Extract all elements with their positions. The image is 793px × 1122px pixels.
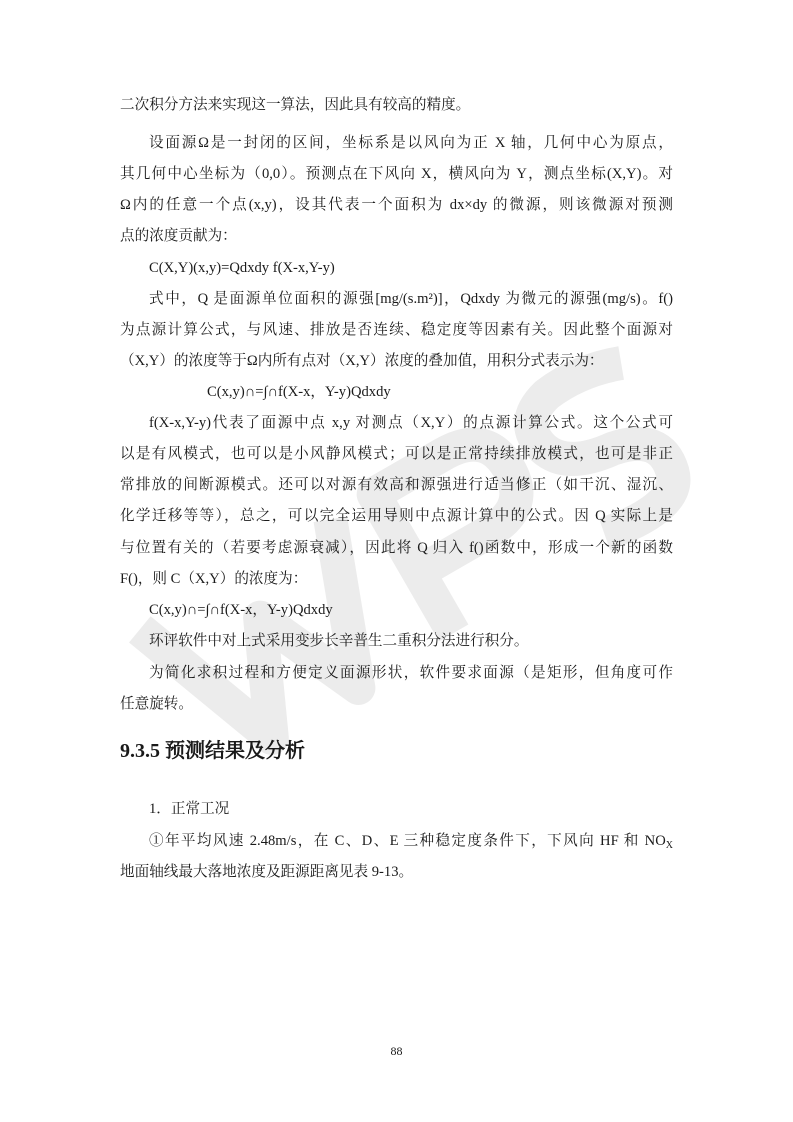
- text-line: [120, 226, 673, 246]
- text-line: [120, 475, 673, 495]
- text-line: [149, 631, 673, 651]
- text-line-content: C(x,y)∩=∫∩f(X-x，Y-y)Qdxdy: [207, 384, 391, 400]
- text-line: [120, 862, 673, 882]
- text-line: [207, 382, 673, 402]
- text-line: [120, 694, 673, 714]
- text-line: [120, 95, 673, 115]
- text-line-content: ①年平均风速 2.48m/s，在 C、D、E 三种稳定度条件下，下风向 HF 和 NO: [149, 833, 666, 849]
- text-line-content: 其几何中心坐标为（0,0）。预测点在下风向 X，横风向为 Y，测点坐标(X,Y)。对: [120, 166, 673, 182]
- subscript: X: [665, 840, 673, 851]
- text-line-content: 设面源Ω是一封闭的区间，坐标系是以风向为正 X 轴，几何中心为原点，: [149, 135, 673, 151]
- text-line-content: 与位置有关的（若要考虑源衰减），因此将 Q 归入 f()函数中，形成一个新的函数: [120, 540, 673, 556]
- text-line-content: 地面轴线最大落地浓度及距源距离见表 9-13。: [120, 864, 414, 880]
- text-line: [149, 663, 673, 683]
- text-line-content: 为简化求积过程和方便定义面源形状，软件要求面源（是矩形，但角度可作: [149, 665, 673, 681]
- text-line: [149, 413, 673, 433]
- text-line: [120, 195, 673, 215]
- text-line-content: （X,Y）的浓度等于Ω内所有点对（X,Y）浓度的叠加值，用积分式表示为：: [120, 353, 604, 369]
- page-number: 88: [390, 1044, 403, 1058]
- text-line: [149, 600, 673, 620]
- text-line-content: 1．正常工况: [149, 801, 230, 817]
- text-line: [120, 320, 673, 340]
- text-line: [120, 538, 673, 558]
- text-line-content: f(X-x,Y-y)代表了面源中点 x,y 对测点（X,Y）的点源计算公式。这个公式可: [149, 415, 673, 431]
- text-line-content: C(X,Y)(x,y)=Qdxdy f(X-x,Y-y): [149, 260, 335, 276]
- text-line-content: 任意旋转。: [120, 696, 193, 712]
- text-line: [120, 351, 673, 371]
- text-line-content: 二次积分方法来实现这一算法，因此具有较高的精度。: [120, 97, 471, 113]
- text-line-content: 常排放的间断源模式。还可以对源有效高和源强进行适当修正（如干沉、湿沉、: [120, 477, 673, 493]
- text-line-content: 环评软件中对上式采用变步长辛普生二重积分法进行积分。: [149, 633, 529, 649]
- text-line-content: 化学迁移等等），总之，可以完全运用导则中点源计算中的公式。因 Q 实际上是: [120, 508, 673, 524]
- text-line-content: F()，则 C（X,Y）的浓度为：: [120, 571, 308, 587]
- text-line: [149, 831, 673, 856]
- text-line-content: C(x,y)∩=∫∩f(X-x，Y-y)Qdxdy: [149, 602, 333, 618]
- text-line-content: Ω内的任意一个点(x,y)，设其代表一个面积为 dx×dy 的微源，则该微源对预测: [120, 197, 673, 213]
- text-line-content: 以是有风模式，也可以是小风静风模式；可以是正常持续排放模式，也可是非正: [120, 446, 673, 462]
- text-line: [149, 258, 673, 278]
- text-line: [149, 799, 673, 819]
- text-line: [149, 289, 673, 309]
- section-heading: 9.3.5 预测结果及分析: [120, 740, 305, 762]
- text-line: [120, 569, 673, 589]
- text-line-content: 式中，Q 是面源单位面积的源强[mg/(s.m²)]，Qdxdy 为微元的源强(mg/s)。f(): [149, 291, 673, 307]
- text-line: [149, 133, 673, 153]
- text-line: [120, 506, 673, 526]
- text-line: [120, 164, 673, 184]
- text-line-content: 为点源计算公式，与风速、排放是否连续、稳定度等因素有关。因此整个面源对: [120, 322, 673, 338]
- text-line-content: 点的浓度贡献为：: [120, 228, 237, 244]
- text-line: [120, 444, 673, 464]
